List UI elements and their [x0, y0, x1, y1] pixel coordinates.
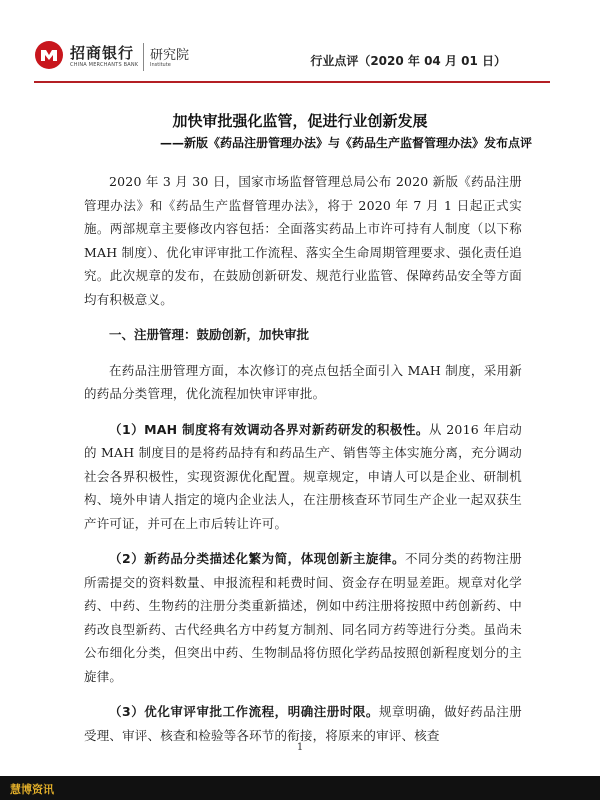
section-heading: 一、注册管理：鼓励创新，加快审批	[109, 327, 310, 342]
footer-watermark: 慧博资讯	[10, 783, 54, 796]
page-number: 1	[296, 742, 304, 753]
report-header	[0, 0, 600, 82]
page-title: 加快审批强化监管，促进行业创新发展	[172, 112, 428, 130]
header-divider	[34, 81, 550, 83]
intro-paragraph: 2020 年 3 月 30 日，国家市场监督管理总局公布 2020 新版《药品注册管理办法》和《药品生产监督管理办法》，将于 2020 年 7 月 1 日起正式实施。两部规章主要修改内容包括：全面落实药品上市许可持有人制度（以下称 MAH 制度）、优化审评审批工作流程、落实全生命周期管理要求、强化责任追究。此次规章的发布，在鼓励创新研发、规范行业监管、保障药品安全等方面均有积极意义。	[84, 174, 522, 307]
brand-name-en: CHINA MERCHANTS BANK	[70, 62, 139, 68]
point-2-text: 不同分类的药物注册所需提交的资料数量、申报流程和耗费时间、资金存在明显差距。规章对化学药、中药、生物药的注册分类重新描述，例如中药注册将按照中药创新药、中药改良型新药、古代经典名方中药复方制剂、同名同方药等进行分类。虽尚未公布细化分类，但突出中药、生物制品将仿照化学药品按照创新程度划分的主旋律。	[84, 551, 522, 684]
brand-name: 招商银行	[70, 44, 135, 62]
cmb-logo-icon	[34, 40, 64, 70]
point-1-paragraph	[84, 418, 522, 536]
point-1-lead: （1）MAH 制度将有效调动各界对新药研发的积极性。	[109, 421, 429, 437]
point-3-text: 规章明确，做好药品注册受理、审评、核查和检验等各环节的衔接，将原来的审评、核查	[84, 704, 522, 743]
brand-divider	[143, 43, 144, 71]
document-body	[84, 170, 522, 759]
page-subtitle: ——新版《药品注册管理办法》与《药品生产监督管理办法》发布点评	[159, 136, 532, 150]
section-intro-paragraph: 在药品注册管理方面，本次修订的亮点包括全面引入 MAH 制度，采用新的药品分类管理，优化流程加快审评审批。	[84, 362, 522, 401]
institute-name-en: Institute	[150, 62, 171, 68]
footer-bar	[0, 776, 600, 800]
point-2-lead: （2）新药品分类描述化繁为简，体现创新主旋律。	[109, 551, 405, 566]
report-type-date: 行业点评（2020 年 04 月 01 日）	[310, 54, 506, 68]
point-2-paragraph	[84, 547, 522, 688]
point-1-text: 从 2016 年启动的 MAH 制度目的是将药品持有和药品生产、销售等主体实施分离，充分调动社会各界积极性，实现资源优化配置。规章规定，申请人可以是企业、研制机构、境外申请人指定的境内企业法人，在注册核查环节同生产企业一起双获生产许可证，并可在上市后转让许可。	[84, 421, 522, 531]
point-3-paragraph	[84, 700, 522, 747]
point-3-lead: （3）优化审评审批工作流程，明确注册时限。	[109, 704, 379, 719]
institute-name: 研究院	[150, 48, 190, 63]
